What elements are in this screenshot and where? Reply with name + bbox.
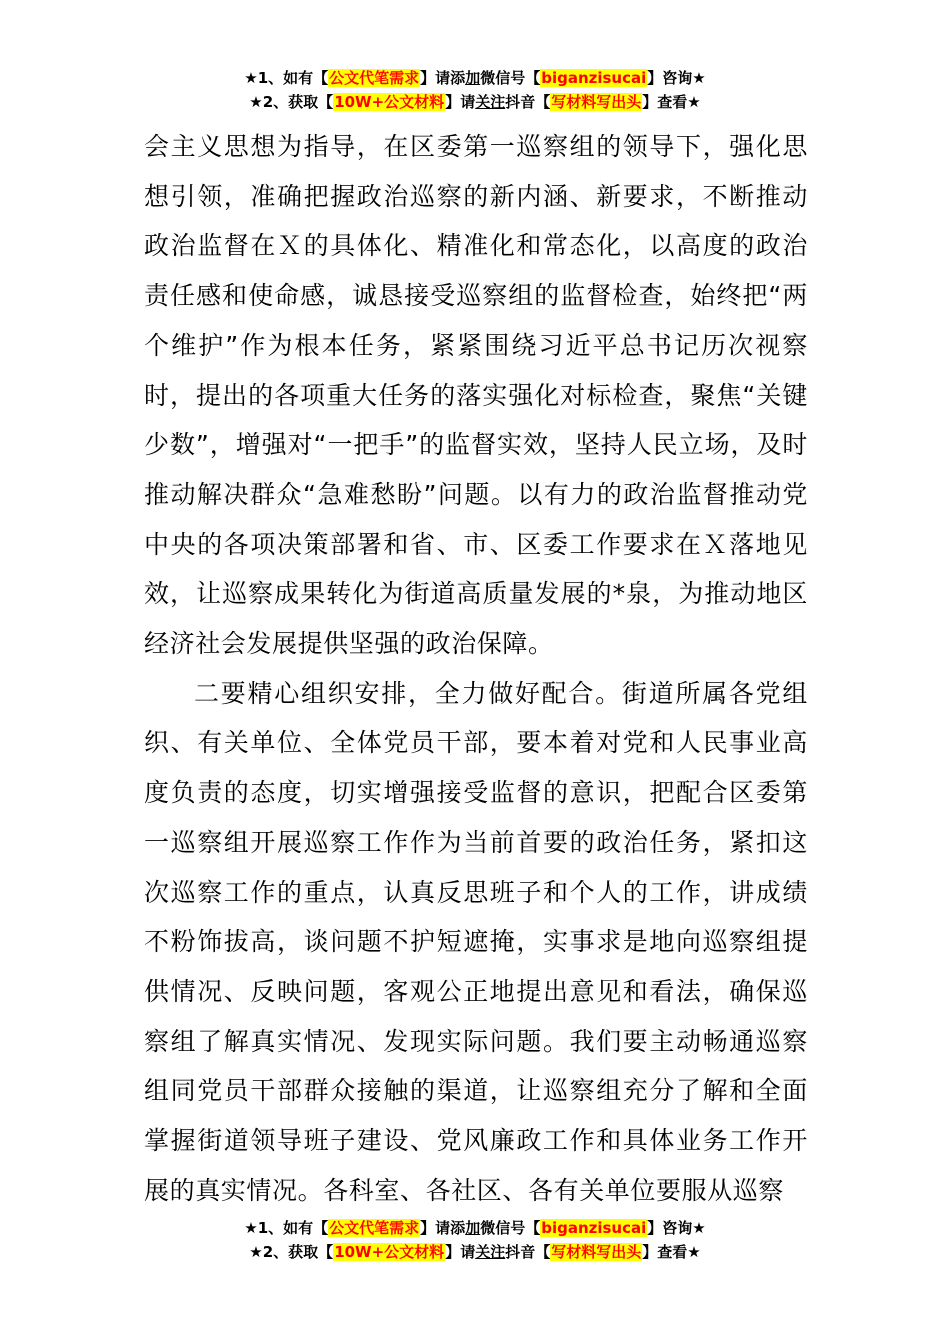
header-banner <box>0 66 950 114</box>
highlight-wechat-id: biganzisucai <box>541 1219 647 1237</box>
banner-line-1: ★1、如有【公文代笔需求】请添加微信号【biganzisucai】咨询★ <box>244 1219 706 1237</box>
banner-line-2: ★2、获取【10W+公文材料】请关注抖音【写材料写出头】查看★ <box>249 93 701 111</box>
document-body <box>144 122 808 1215</box>
highlight-service: 公文代笔需求 <box>329 69 420 87</box>
paragraph-second-point: 二要精心组织安排，全力做好配合。街道所属各党组织、有关单位、全体党员干部，要本着对党和人民事业高度负责的态度，切实增强接受监督的意识，把配合区委第一巡察组开展巡察工作作为当前首要的政治任务，紧扣这次巡察工作的重点，认真反思班子和个人的工作，讲成绩不粉饰拔高，谈问题不护短遮掩，实事求是地向巡察组提供情况、反映问题，客观公正地提出意见和看法，确保巡察组了解真实情况、发现实际问题。我们要主动畅通巡察组同党员干部群众接触的渠道，让巡察组充分了解和全面掌握街道领导班子建设、党风廉政工作和具体业务工作开展的真实情况。各科室、各社区、各有关单位要服从巡察 <box>144 678 808 1205</box>
highlight-douyin-account: 写材料写出头 <box>551 93 642 111</box>
highlight-douyin-account: 写材料写出头 <box>551 1243 642 1261</box>
banner-line-2: ★2、获取【10W+公文材料】请关注抖音【写材料写出头】查看★ <box>249 1243 701 1261</box>
highlight-materials: 10W+公文材料 <box>334 1243 445 1261</box>
highlight-service: 公文代笔需求 <box>329 1219 420 1237</box>
paragraph-continued: 会主义思想为指导，在区委第一巡察组的领导下，强化思想引领，准确把握政治巡察的新内涵、新要求，不断推动政治监督在Ｘ的具体化、精准化和常态化，以高度的政治责任感和使命感，诚恳接受巡察组的监督检查，始终把“两个维护”作为根本任务，紧紧围绕习近平总书记历次视察时，提出的各项重大任务的落实强化对标检查，聚焦“关键少数”，增强对“一把手”的监督实效，坚持人民立场，及时推动解决群众“急难愁盼”问题。以有力的政治监督推动党中央的各项决策部署和省、市、区委工作要求在Ｘ落地见效，让巡察成果转化为街道高质量发展的*泉，为推动地区经济社会发展提供坚强的政治保障。 <box>144 132 808 659</box>
footer-banner <box>0 1216 950 1264</box>
banner-line-1: ★1、如有【公文代笔需求】请添加微信号【biganzisucai】咨询★ <box>244 69 706 87</box>
highlight-materials: 10W+公文材料 <box>334 93 445 111</box>
highlight-wechat-id: biganzisucai <box>541 69 647 87</box>
